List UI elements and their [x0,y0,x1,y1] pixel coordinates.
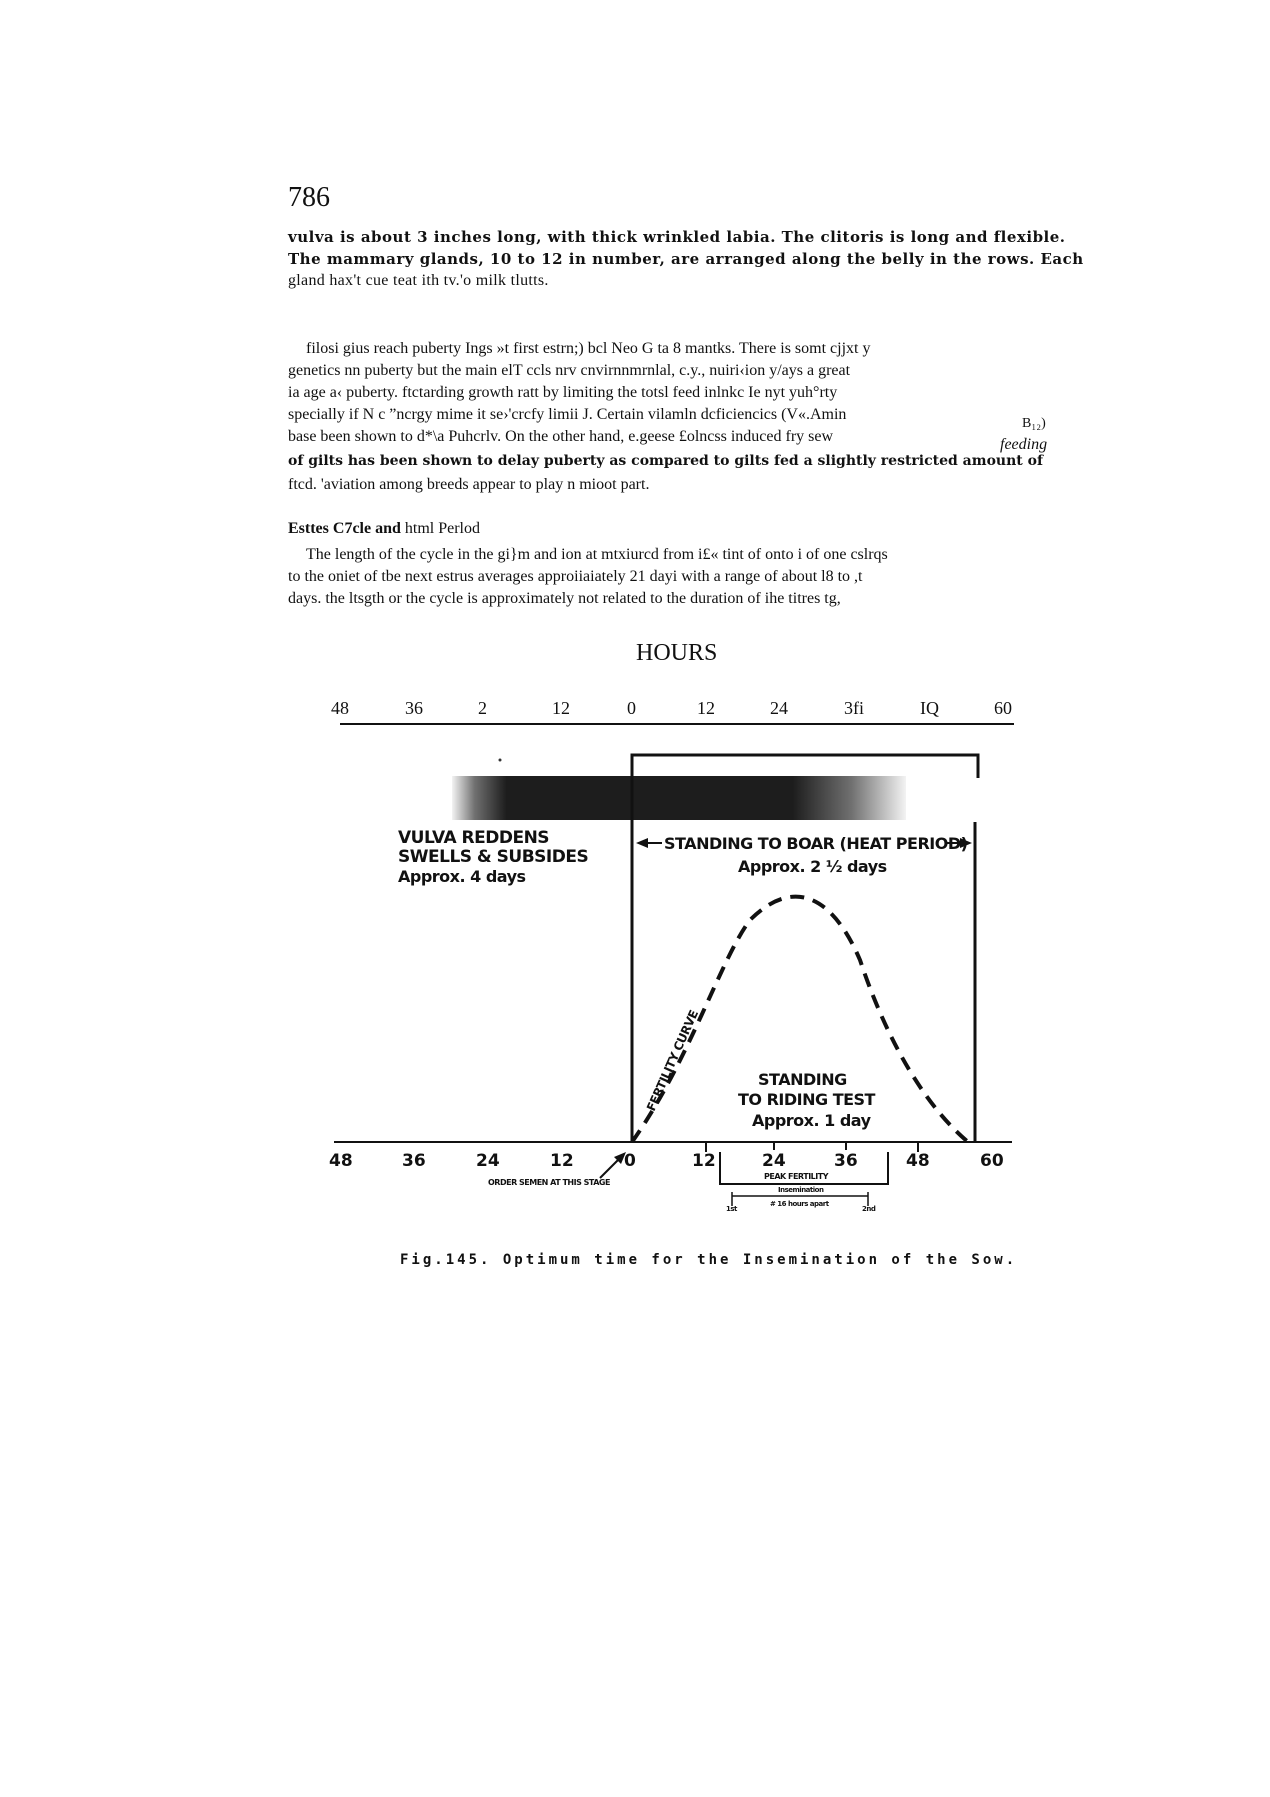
heading-bold-part: Esttes C7cle and [288,520,401,537]
bottom-tick-label: 48 [906,1151,930,1171]
bottom-axis-ticks [706,1142,918,1152]
vulva-label-line-1: VULVA REDDENS [398,828,550,848]
bottom-tick-label: 24 [476,1151,500,1171]
paragraph-puberty-line-3: ia age a‹ puberty. ftctarding growth ratt by limiting the totsl feed inlnkc Ie nyt yuh°rty [288,384,838,401]
riding-test-line-1: STANDING [758,1070,847,1089]
bottom-tick-label: 12 [692,1151,716,1171]
bottom-tick-label: 24 [762,1151,786,1171]
insemination-interval-label: # 16 hours apart [770,1200,829,1208]
paragraph-puberty-line-1: filosi gius reach puberty Ings »t first estrn;) bcl Neo G ta 8 mantks. There is somt cjjxt y [306,340,871,357]
top-tick-label: IQ [920,698,939,718]
heading-normal-part: html Perlod [400,520,480,537]
bottom-tick-label: 36 [834,1151,858,1171]
paragraph-puberty-line-4: specially if N c ”ncrgy mime it se›'crcfy limii J. Certain vilamln dcficiencics (V«.Amin [288,406,847,423]
top-tick-label: 12 [697,698,715,718]
bottom-tick-label: 36 [402,1151,426,1171]
standing-boar-duration: Approx. 2 ½ days [738,857,887,876]
bottom-tick-label: 48 [329,1151,353,1171]
margin-note-b12: B₁₂) [1022,416,1046,431]
top-tick-label: 12 [552,698,570,718]
heat-period-bracket [632,755,978,778]
paragraph-vulva-line-3: gland hax't cue teat ith tv.'o milk tlutts. [288,272,549,289]
speck [499,759,502,762]
top-tick-label: 60 [994,698,1012,718]
paragraph-cycle-line-1: The length of the cycle in the gi}m and ion at mtxiurcd from i£« tint of onto i of one cslrqs [306,546,888,563]
fertility-curve-label: FERTILITY CURVE [643,1008,701,1114]
paragraph-cycle-line-2: to the oniet of tbe next estrus averages approiiaiately 21 dayi with a range of about l8 to ,t [288,568,863,585]
vulva-label-line-2: SWELLS & SUBSIDES [398,847,589,867]
insemination-label: Insemination [778,1186,824,1194]
figure-caption: Fig.145. Optimum time for the Insemination of the Sow. [400,1252,1018,1268]
second-insemination-label: 2nd [862,1205,876,1213]
figure-hours-title: HOURS [636,640,718,666]
riding-test-line-3: Approx. 1 day [752,1111,871,1130]
top-tick-label: 36 [405,698,423,718]
peak-fertility-label: PEAK FERTILITY [764,1172,828,1181]
paragraph-puberty-line-7: ftcd. 'aviation among breeds appear to play n mioot part. [288,476,650,493]
paragraph-puberty-line-5: base been shown to d*\a Puhcrlv. On the other hand, e.geese £olncss induced fry sew [288,428,834,445]
bottom-tick-label: 60 [980,1151,1004,1171]
top-tick-label: 0 [627,698,636,718]
top-tick-label: 24 [770,698,788,718]
vulva-reddens-bar [452,776,906,820]
bottom-tick-label: 12 [550,1151,574,1171]
top-tick-label: 2 [478,698,487,718]
paragraph-puberty-line-6: of gilts has been shown to delay puberty as compared to gilts fed a slightly restricted amount of [288,453,1043,469]
vulva-label-line-3: Approx. 4 days [398,867,526,886]
paragraph-puberty-line-2: genetics nn puberty but the main elT ccls nrv cnvirnnmrnlal, c.y., nuiri‹ion y/ays a great [288,362,851,379]
paragraph-vulva-line-2: The mammary glands, 10 to 12 in number, are arranged along the belly in the rows. Each [288,250,1084,268]
paragraph-cycle-line-3: days. the ltsgth or the cycle is approximately not related to the duration of ihe titres tg, [288,590,841,607]
standing-boar-label: STANDING TO BOAR (HEAT PERIOD) [664,834,968,853]
paragraph-vulva-line-1: vulva is about 3 inches long, with thick wrinkled labia. The clitoris is long and flexible. [288,228,1066,246]
margin-note-feeding: feeding [1000,436,1048,453]
order-semen-label: ORDER SEMEN AT THIS STAGE [488,1178,610,1187]
top-tick-label: 3fi [844,698,864,718]
arrowhead-left [636,838,648,848]
page-number: 786 [288,182,330,213]
bottom-tick-label: 0 [624,1151,636,1171]
riding-test-line-2: TO RIDING TEST [738,1090,875,1109]
top-tick-label: 48 [331,698,349,718]
first-insemination-label: 1st [726,1205,737,1213]
